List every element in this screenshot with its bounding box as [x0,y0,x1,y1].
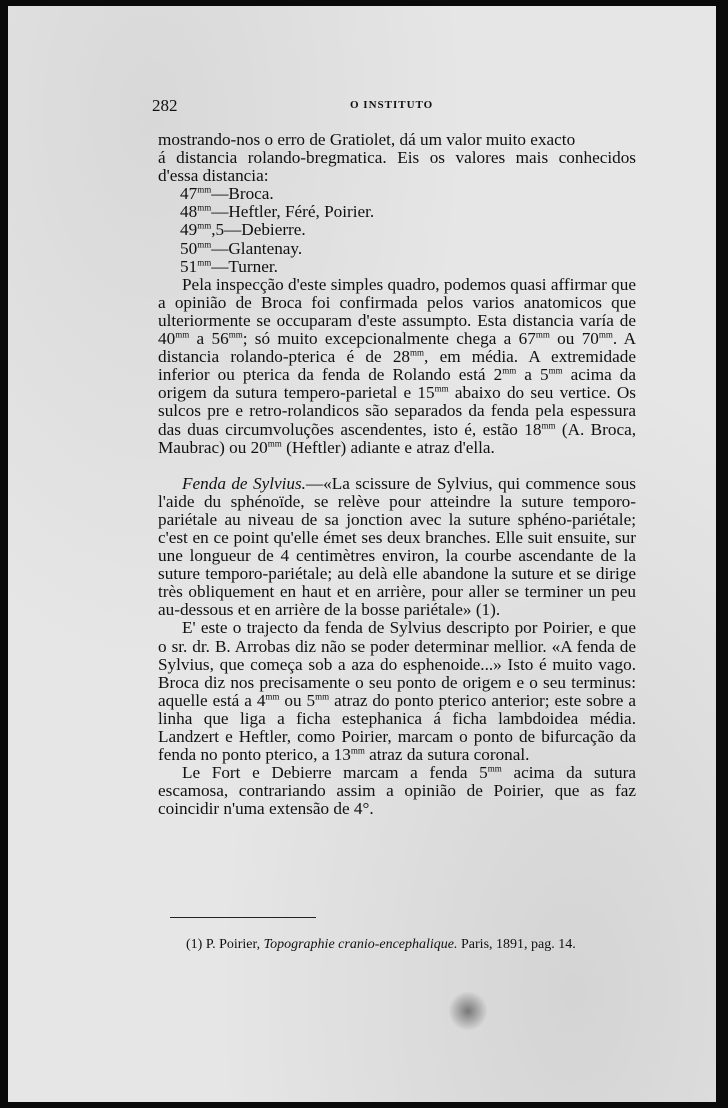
list-item: $49^{mm},5—Debierre$. [180,220,306,240]
scanned-page [8,6,716,1102]
paragraph: Pela inspecção d'este simples quadro, podemos quasi affirmar que a opinião de Broca foi confirmada pelos varios anatomicos que ulteriormente se occuparam d'este assumpto. Esta distancia varía de $40^{mm}$ a $56^{mm}$; só muito excepcionalmente chega a $67^{mm}$ ou $70^{mm}$. A distancia rolando-pterica é de $28^{mm}$, em média. A extremidade inferior ou pterica da fenda de Rolando está $2^{mm}$ a $5^{mm}$ acima da origem da sutura tempero-parietal e $15^{mm}$ abaixo do seu vertice. Os sulcos pre e retro-rolandicos são separados da fenda pela espessura das duas circumvoluções ascendentes, isto é, estão $18^{mm}$ (A. Broca, Maubrac) ou $20^{mm}$ (Heftler) adiante e atraz d'ella. [158,274,637,457]
paragraph: á distancia rolando-bregmatica. Eis os valores mais conhecidos d'essa distancia: [158,148,636,186]
footnote-divider [170,917,316,918]
list-item: $47^{mm}—Broca$. [180,184,274,204]
running-title: O INSTITUTO [350,99,434,111]
text-line: mostrando-nos o erro de Gratiolet, dá um valor muito exacto [158,130,576,149]
list-item: $50^{mm}—Glantenay$. [180,238,303,258]
ink-smudge [448,991,488,1031]
paragraph: Le Fort e Debierre marcam a fenda $5^{mm}$ acima da sutura escamosa, contrariando assim a opinião de Poirier, que as faz coincidir n'uma extensão de 4°. [158,763,636,819]
page-header [152,96,632,116]
list-item: $51^{mm}—Turner$. [180,256,278,276]
paragraph: E' este o trajecto da fenda de Sylvius descripto por Poirier, e que o sr. dr. B. Arrobas diz não se poder determinar mellior. «A fenda de Sylvius, que começa sob a aza do esphenoide...» Isto é muito vago. Broca diz nos precisamente o seu ponto de origem e o seu terminus: aquelle está a $4^{mm}$ ou $5^{mm}$ atraz do ponto pterico anterior; este sobre a linha que liga a ficha estephanica á ficha lambdoidea média. Landzert e Heftler, como Poirier, marcam o ponto de bifurcação da fenda no ponto pterico, a $13^{mm}$ atraz da sutura coronal. [158,618,636,765]
paragraph: Fenda de Sylvius.—«La scissure de Sylvius, qui commence sous l'aide du sphénoïde, se relève pour atteindre la suture temporo-pariétale au niveau de sa jonction avec la suture sphéno-pariétale; c'est en ce point qu'elle émet ses deux branches. Elle suit ensuite, sur une longueur de 4 centimètres environ, la courbe ascendante de la suture temporo-pariétale; au delà elle abandone la suture et se dirige très obliquement en haut et en arrière, pour aller se terminer un peu au-dessous et en arrière de la bosse pariétale» (1). [158,473,636,620]
body-text [158,131,636,818]
section-heading: Fenda de Sylvius. [182,473,306,493]
values-list [158,185,636,275]
list-item: $48^{mm}—Heftler$, Féré, Poirier. [180,202,375,222]
page-number: 282 [152,96,178,115]
footnote: (1) P. Poirier, Topographie cranio-encephalique. Paris, 1891, pag. 14. [186,937,576,952]
